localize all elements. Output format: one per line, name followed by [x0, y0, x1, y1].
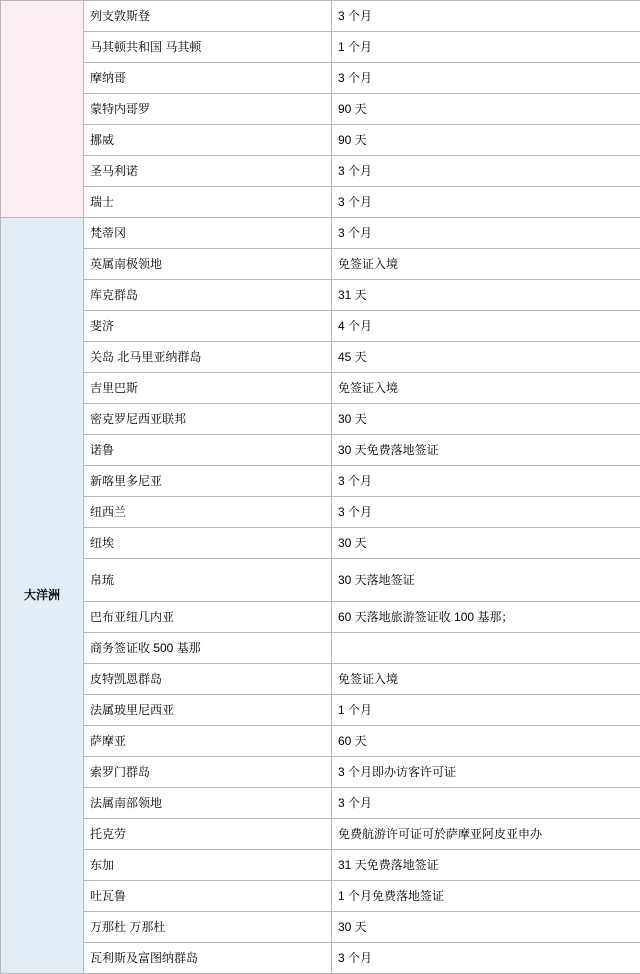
country-name: 纽西兰	[84, 497, 332, 528]
country-name: 圣马利诺	[84, 156, 332, 187]
stay-duration: 3 个月	[332, 788, 640, 819]
table-body	[1, 1, 640, 974]
stay-duration: 3 个月即办访客许可证	[332, 757, 640, 788]
country-name: 吉里巴斯	[84, 373, 332, 404]
table-row	[1, 187, 640, 218]
table-row	[1, 125, 640, 156]
table-row	[1, 280, 640, 311]
table-row	[1, 311, 640, 342]
stay-duration: 3 个月	[332, 156, 640, 187]
country-name: 英属南极领地	[84, 249, 332, 280]
stay-duration: 免签证入境	[332, 249, 640, 280]
stay-duration: 4 个月	[332, 311, 640, 342]
stay-duration	[332, 633, 640, 664]
country-name: 梵蒂冈	[84, 218, 332, 249]
country-name: 新喀里多尼亚	[84, 466, 332, 497]
stay-duration: 30 天免费落地签证	[332, 435, 640, 466]
stay-duration: 3 个月	[332, 63, 640, 94]
table-row	[1, 342, 640, 373]
country-name: 萨摩亚	[84, 726, 332, 757]
country-name: 东加	[84, 850, 332, 881]
stay-duration: 45 天	[332, 342, 640, 373]
table-row	[1, 63, 640, 94]
country-name: 索罗门群岛	[84, 757, 332, 788]
table-row	[1, 497, 640, 528]
table-row	[1, 528, 640, 559]
stay-duration: 3 个月	[332, 497, 640, 528]
country-name: 托克劳	[84, 819, 332, 850]
country-name: 列支敦斯登	[84, 1, 332, 32]
stay-duration: 90 天	[332, 125, 640, 156]
table-row	[1, 373, 640, 404]
table-row	[1, 912, 640, 943]
table-row	[1, 788, 640, 819]
table-row	[1, 602, 640, 633]
country-name: 马其顿共和国 马其顿	[84, 32, 332, 63]
table-row	[1, 94, 640, 125]
stay-duration: 1 个月	[332, 695, 640, 726]
stay-duration: 3 个月	[332, 1, 640, 32]
country-name: 万那杜 万那杜	[84, 912, 332, 943]
stay-duration: 3 个月	[332, 218, 640, 249]
country-name: 法属玻里尼西亚	[84, 695, 332, 726]
table-row	[1, 757, 640, 788]
table-row	[1, 559, 640, 602]
stay-duration: 1 个月	[332, 32, 640, 63]
country-name: 商务签证收 500 基那	[84, 633, 332, 664]
country-name: 瓦利斯及富图纳群岛	[84, 943, 332, 974]
stay-duration: 30 天	[332, 528, 640, 559]
country-name: 皮特凯恩群岛	[84, 664, 332, 695]
table-row	[1, 1, 640, 32]
table-row	[1, 633, 640, 664]
country-name: 蒙特内哥罗	[84, 94, 332, 125]
table-row	[1, 695, 640, 726]
stay-duration: 60 天	[332, 726, 640, 757]
stay-duration: 31 天	[332, 280, 640, 311]
country-name: 斐济	[84, 311, 332, 342]
stay-duration: 3 个月	[332, 943, 640, 974]
table-row	[1, 435, 640, 466]
table-row	[1, 881, 640, 912]
stay-duration: 31 天免费落地签证	[332, 850, 640, 881]
table-row	[1, 249, 640, 280]
country-name: 摩纳哥	[84, 63, 332, 94]
country-name: 关岛 北马里亚纳群岛	[84, 342, 332, 373]
stay-duration: 1 个月免费落地签证	[332, 881, 640, 912]
country-name: 瑞士	[84, 187, 332, 218]
table-row	[1, 850, 640, 881]
stay-duration: 30 天	[332, 404, 640, 435]
country-name: 密克罗尼西亚联邦	[84, 404, 332, 435]
table-row	[1, 664, 640, 695]
table-row	[1, 943, 640, 974]
country-name: 吐瓦鲁	[84, 881, 332, 912]
table-row	[1, 32, 640, 63]
region-label-europe	[1, 1, 84, 218]
stay-duration: 3 个月	[332, 187, 640, 218]
stay-duration: 3 个月	[332, 466, 640, 497]
country-name: 挪威	[84, 125, 332, 156]
country-name: 库克群岛	[84, 280, 332, 311]
table-row	[1, 218, 640, 249]
stay-duration: 30 天落地签证	[332, 559, 640, 602]
stay-duration: 90 天	[332, 94, 640, 125]
region-label-oceania: 大洋洲	[1, 218, 84, 974]
stay-duration: 30 天	[332, 912, 640, 943]
stay-duration: 免签证入境	[332, 373, 640, 404]
table-row	[1, 726, 640, 757]
table-row	[1, 156, 640, 187]
country-name: 法属南部领地	[84, 788, 332, 819]
table-row	[1, 466, 640, 497]
country-name: 帛琉	[84, 559, 332, 602]
country-name: 巴布亚纽几内亚	[84, 602, 332, 633]
stay-duration: 60 天落地旅游签证收 100 基那；	[332, 602, 640, 633]
table-row	[1, 404, 640, 435]
stay-duration: 免签证入境	[332, 664, 640, 695]
country-name: 诺鲁	[84, 435, 332, 466]
table-row	[1, 819, 640, 850]
stay-duration: 免费航游许可证可於萨摩亚阿皮亚申办	[332, 819, 640, 850]
country-name: 纽埃	[84, 528, 332, 559]
